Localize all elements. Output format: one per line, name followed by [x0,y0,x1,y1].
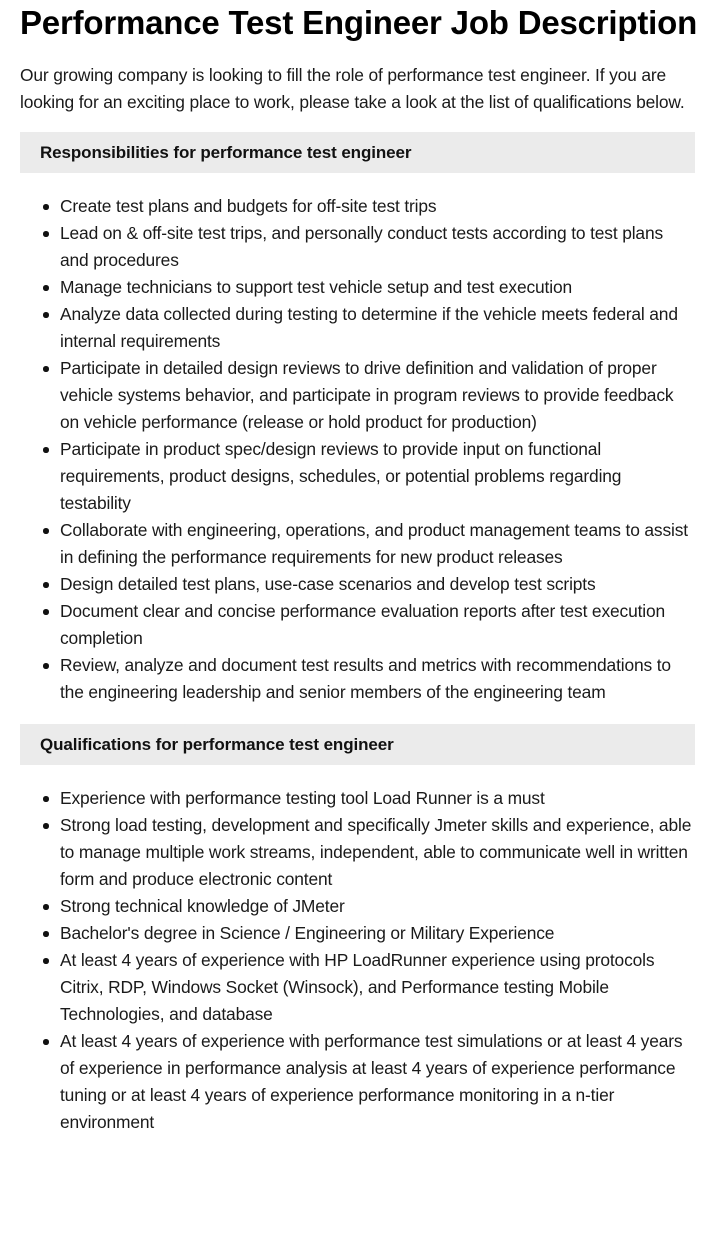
list-item: Strong technical knowledge of JMeter [60,893,695,920]
qualifications-heading: Qualifications for performance test engineer [20,724,695,765]
list-item: Participate in product spec/design reviews to provide input on functional requirements, product designs, schedules, or potential problems regarding testability [60,436,695,517]
list-item: Document clear and concise performance evaluation reports after test execution completion [60,598,695,652]
list-item: Participate in detailed design reviews to drive definition and validation of proper vehicle systems behavior, and participate in program reviews to provide feedback on vehicle performance (release or hold product for production) [60,355,695,436]
intro-paragraph: Our growing company is looking to fill the role of performance test engineer. If you are looking for an exciting place to work, please take a look at the list of qualifications below. [20,65,685,112]
list-item: Create test plans and budgets for off-site test trips [60,193,695,220]
page-title: Performance Test Engineer Job Description [20,4,698,41]
list-item: Design detailed test plans, use-case scenarios and develop test scripts [60,571,695,598]
list-item: Manage technicians to support test vehicle setup and test execution [60,274,695,301]
responsibilities-section [20,132,695,706]
list-item: Experience with performance testing tool Load Runner is a must [60,785,695,812]
qualifications-section [20,724,695,1136]
qualifications-list [20,785,695,1136]
list-item: Review, analyze and document test results and metrics with recommendations to the engineering leadership and senior members of the engineering team [60,652,695,706]
list-item: Collaborate with engineering, operations, and product management teams to assist in defining the performance requirements for new product releases [60,517,695,571]
list-item: At least 4 years of experience with HP LoadRunner experience using protocols Citrix, RDP, Windows Socket (Winsock), and Performance testing Mobile Technologies, and database [60,947,695,1028]
list-item: Bachelor's degree in Science / Engineering or Military Experience [60,920,695,947]
responsibilities-list [20,193,695,706]
list-item: At least 4 years of experience with performance test simulations or at least 4 years of experience in performance analysis at least 4 years of experience performance tuning or at least 4 years of experience performance monitoring in a n-tier environment [60,1028,695,1136]
list-item: Analyze data collected during testing to determine if the vehicle meets federal and internal requirements [60,301,695,355]
list-item: Lead on & off-site test trips, and personally conduct tests according to test plans and procedures [60,220,695,274]
responsibilities-heading: Responsibilities for performance test engineer [20,132,695,173]
list-item: Strong load testing, development and specifically Jmeter skills and experience, able to manage multiple work streams, independent, able to communicate well in written form and produce electronic content [60,812,695,893]
